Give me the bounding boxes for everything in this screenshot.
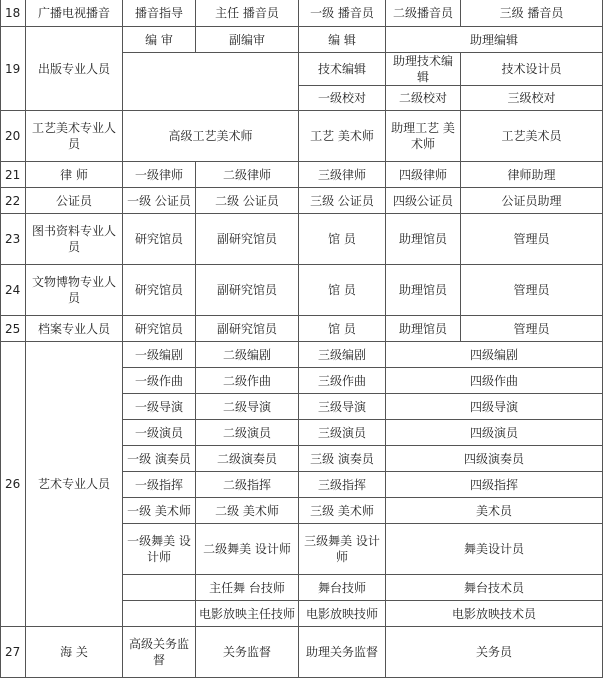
category-cell: 公证员 — [26, 188, 123, 214]
title-cell: 关务监督 — [196, 627, 299, 678]
title-cell: 二级 美术师 — [196, 498, 299, 524]
category-cell: 艺术专业人员 — [26, 342, 123, 627]
title-cell: 研究馆员 — [123, 316, 196, 342]
title-cell: 三级 演奏员 — [299, 446, 386, 472]
title-cell: 高级关务监督 — [123, 627, 196, 678]
title-cell: 舞美设计员 — [386, 524, 603, 575]
title-cell: 一级演员 — [123, 420, 196, 446]
title-cell: 一级作曲 — [123, 368, 196, 394]
title-cell: 二级律师 — [196, 162, 299, 188]
title-cell: 主任舞 台技师 — [196, 575, 299, 601]
row-number: 27 — [1, 627, 26, 678]
title-cell: 管理员 — [461, 214, 603, 265]
table-row — [1, 111, 603, 162]
title-cell: 一级 美术师 — [123, 498, 196, 524]
category-cell: 文物博物专业人员 — [26, 265, 123, 316]
title-cell: 三级编剧 — [299, 342, 386, 368]
title-cell: 美术员 — [386, 498, 603, 524]
table-row — [1, 627, 603, 678]
title-cell: 三级 播音员 — [461, 0, 603, 27]
title-cell: 公证员助理 — [461, 188, 603, 214]
title-cell: 一级舞美 设计师 — [123, 524, 196, 575]
table-row — [1, 0, 603, 27]
row-number: 26 — [1, 342, 26, 627]
title-cell: 电影放映技术员 — [386, 601, 603, 627]
title-cell: 二级演员 — [196, 420, 299, 446]
title-cell — [123, 575, 196, 601]
title-cell: 管理员 — [461, 316, 603, 342]
title-cell: 二级编剧 — [196, 342, 299, 368]
title-cell: 三级导演 — [299, 394, 386, 420]
title-cell: 管理员 — [461, 265, 603, 316]
row-number: 18 — [1, 0, 26, 27]
category-cell: 海 关 — [26, 627, 123, 678]
title-cell: 四级作曲 — [386, 368, 603, 394]
title-cell: 二级导演 — [196, 394, 299, 420]
title-cell: 四级演奏员 — [386, 446, 603, 472]
row-number: 20 — [1, 111, 26, 162]
title-cell: 高级工艺美术师 — [123, 111, 299, 162]
row-number: 19 — [1, 27, 26, 111]
title-cell: 一级校对 — [299, 86, 386, 111]
title-cell: 一级 演奏员 — [123, 446, 196, 472]
title-cell: 助理馆员 — [386, 214, 461, 265]
title-cell: 一级律师 — [123, 162, 196, 188]
title-cell: 助理技术编辑 — [386, 53, 461, 86]
title-cell: 工艺美术员 — [461, 111, 603, 162]
title-cell: 技术设计员 — [461, 53, 603, 86]
row-number: 23 — [1, 214, 26, 265]
title-cell: 一级导演 — [123, 394, 196, 420]
title-cell: 技术编辑 — [299, 53, 386, 86]
title-cell: 助理工艺 美术师 — [386, 111, 461, 162]
title-cell: 工艺 美术师 — [299, 111, 386, 162]
title-cell: 二级 公证员 — [196, 188, 299, 214]
title-cell: 三级作曲 — [299, 368, 386, 394]
title-cell: 三级校对 — [461, 86, 603, 111]
title-cell: 四级公证员 — [386, 188, 461, 214]
title-cell: 副编审 — [196, 27, 299, 53]
category-cell: 档案专业人员 — [26, 316, 123, 342]
row-number: 22 — [1, 188, 26, 214]
title-cell: 电影放映技师 — [299, 601, 386, 627]
empty-cell — [123, 53, 299, 111]
title-cell: 播音指导 — [123, 0, 196, 27]
title-cell: 馆 员 — [299, 214, 386, 265]
title-cell: 助理馆员 — [386, 316, 461, 342]
title-cell: 研究馆员 — [123, 214, 196, 265]
title-cell — [123, 601, 196, 627]
title-cell: 二级播音员 — [386, 0, 461, 27]
category-cell: 广播电视播音 — [26, 0, 123, 27]
title-cell: 二级演奏员 — [196, 446, 299, 472]
title-cell: 副研究馆员 — [196, 214, 299, 265]
title-cell: 二级指挥 — [196, 472, 299, 498]
title-cell: 馆 员 — [299, 265, 386, 316]
title-cell: 三级 公证员 — [299, 188, 386, 214]
category-cell: 出版专业人员 — [26, 27, 123, 111]
title-cell: 舞台技术员 — [386, 575, 603, 601]
title-cell: 副研究馆员 — [196, 265, 299, 316]
title-cell: 四级指挥 — [386, 472, 603, 498]
title-cell: 一级 公证员 — [123, 188, 196, 214]
title-cell: 馆 员 — [299, 316, 386, 342]
title-cell: 助理馆员 — [386, 265, 461, 316]
table-row — [1, 162, 603, 188]
table-row — [1, 214, 603, 265]
table-row — [1, 342, 603, 368]
title-cell: 三级 美术师 — [299, 498, 386, 524]
title-cell: 编 审 — [123, 27, 196, 53]
title-cell: 关务员 — [386, 627, 603, 678]
title-cell: 四级编剧 — [386, 342, 603, 368]
table-row — [1, 316, 603, 342]
title-cell: 二级校对 — [386, 86, 461, 111]
title-cell: 四级律师 — [386, 162, 461, 188]
title-cell: 一级 播音员 — [299, 0, 386, 27]
table-row — [1, 265, 603, 316]
title-cell: 律师助理 — [461, 162, 603, 188]
title-cell: 一级指挥 — [123, 472, 196, 498]
table-row — [1, 188, 603, 214]
title-cell: 舞台技师 — [299, 575, 386, 601]
row-number: 24 — [1, 265, 26, 316]
title-cell: 二级作曲 — [196, 368, 299, 394]
row-number: 21 — [1, 162, 26, 188]
title-cell: 助理关务监督 — [299, 627, 386, 678]
title-cell: 一级编剧 — [123, 342, 196, 368]
category-cell: 图书资料专业人员 — [26, 214, 123, 265]
category-cell: 律 师 — [26, 162, 123, 188]
title-cell: 四级导演 — [386, 394, 603, 420]
row-number: 25 — [1, 316, 26, 342]
title-cell: 研究馆员 — [123, 265, 196, 316]
title-cell: 编 辑 — [299, 27, 386, 53]
title-cell: 二级舞美 设计师 — [196, 524, 299, 575]
table-row — [1, 27, 603, 53]
title-cell: 四级演员 — [386, 420, 603, 446]
category-cell: 工艺美术专业人员 — [26, 111, 123, 162]
title-cell: 电影放映主任技师 — [196, 601, 299, 627]
title-cell: 三级律师 — [299, 162, 386, 188]
title-cell: 副研究馆员 — [196, 316, 299, 342]
title-cell: 三级舞美 设计师 — [299, 524, 386, 575]
title-cell: 助理编辑 — [386, 27, 603, 53]
title-cell: 主任 播音员 — [196, 0, 299, 27]
title-cell: 三级指挥 — [299, 472, 386, 498]
title-cell: 三级演员 — [299, 420, 386, 446]
